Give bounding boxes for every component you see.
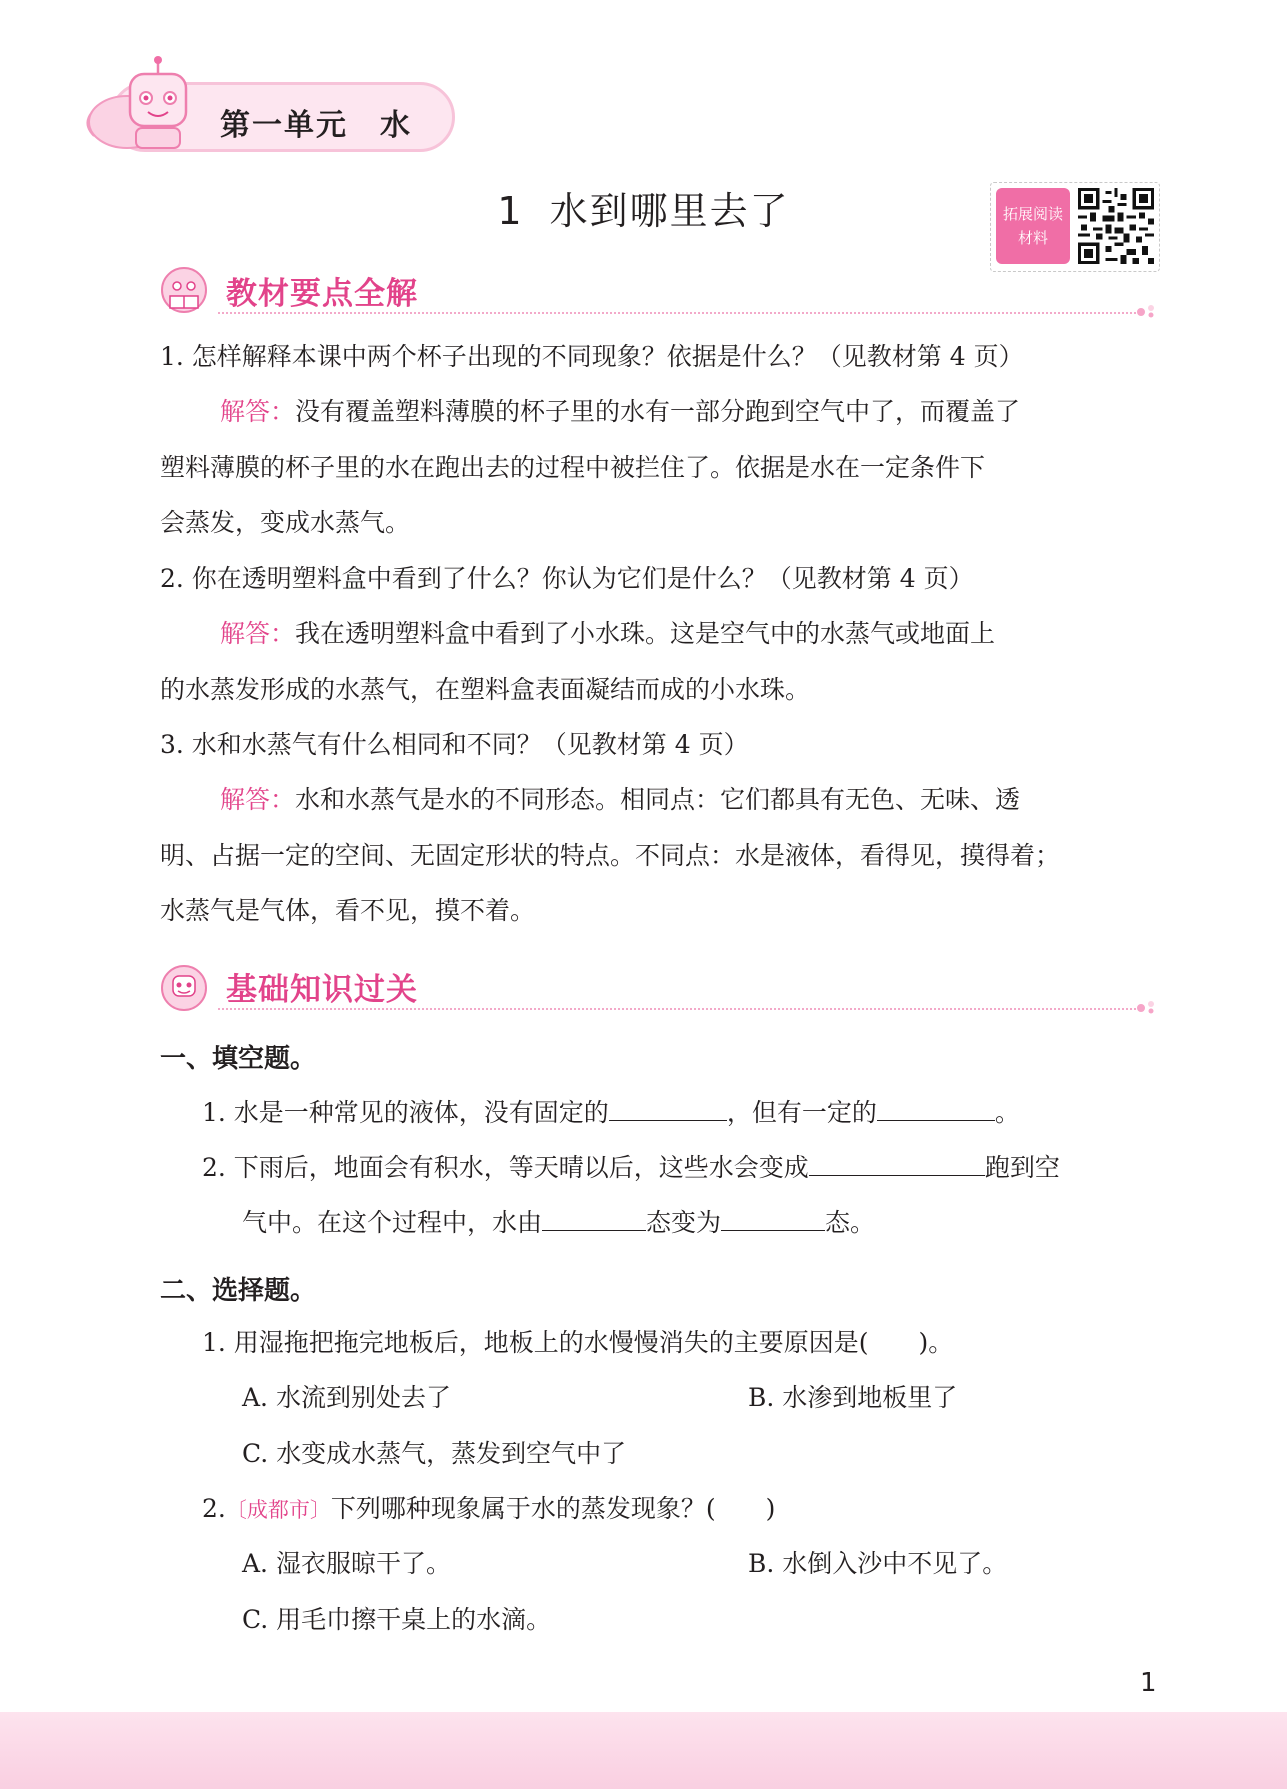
lesson-name: 水到哪里去了	[549, 189, 790, 233]
choice-q2-text: 下列哪种现象属于水的蒸发现象？( )	[330, 1494, 776, 1523]
fill-q2-text-c: 气中。在这个过程中，水由	[242, 1208, 543, 1237]
answer-3-line1	[220, 783, 1020, 817]
answer-blank[interactable]	[809, 1149, 985, 1176]
question-2: 2. 你在透明塑料盒中看到了什么？你认为它们是什么？（见教材第 4 页）	[160, 564, 974, 593]
section-divider	[218, 1008, 1144, 1010]
answer-1-line2: 塑料薄膜的杯子里的水在跑出去的过程中被拦住了。依据是水在一定条件下	[160, 453, 986, 482]
choice-2-option-a[interactable]: A. 湿衣服晾干了。	[242, 1549, 451, 1578]
choice-question-1: 1. 用湿拖把拖完地板后，地板上的水慢慢消失的主要原因是( )。	[202, 1328, 954, 1357]
question-1: 1. 怎样解释本课中两个杯子出现的不同现象？依据是什么？（见教材第 4 页）	[160, 342, 1024, 371]
fill-q1-text-a: 1. 水是一种常见的液体，没有固定的	[202, 1098, 609, 1127]
section-header-key-points	[158, 266, 1158, 318]
qr-code-icon[interactable]	[1078, 188, 1154, 264]
section-divider	[218, 312, 1144, 314]
fill-question-1	[202, 1094, 1020, 1130]
answer-3-line3: 水蒸气是气体，看不见，摸不着。	[160, 896, 536, 925]
answer-3-line2: 明、占据一定的空间、无固定形状的特点。不同点：水是液体，看得见，摸得着；	[160, 841, 1061, 870]
footer-band	[0, 1712, 1287, 1789]
mascot-face-icon	[158, 962, 210, 1012]
choice-1-option-c[interactable]: C. 水变成水蒸气，蒸发到空气中了	[242, 1439, 627, 1468]
extended-reading-button[interactable]	[996, 188, 1070, 264]
answer-text: 水和水蒸气是水的不同形态。相同点：它们都具有无色、无味、透	[295, 785, 1021, 814]
fill-heading: 一、填空题。	[160, 1044, 317, 1074]
choice-question-2	[202, 1492, 775, 1527]
choice-2-option-c[interactable]: C. 用毛巾擦干桌上的水滴。	[242, 1605, 552, 1634]
question-3: 3. 水和水蒸气有什么相同和不同？（见教材第 4 页）	[160, 730, 749, 759]
answer-2-line2: 的水蒸发形成的水蒸气，在塑料盒表面凝结而成的小水珠。	[160, 675, 811, 704]
choice-q2-number: 2.	[202, 1494, 226, 1523]
answer-label: 解答：	[220, 397, 296, 426]
section-header-basics	[158, 962, 1158, 1014]
choice-2-option-b[interactable]: B. 水倒入沙中不见了。	[748, 1549, 1008, 1578]
answer-text: 我在透明塑料盒中看到了小水珠。这是空气中的水蒸气或地面上	[295, 619, 996, 648]
qr-label-line1: 拓展阅读	[1002, 205, 1063, 223]
fill-q1-text-c: 。	[994, 1098, 1020, 1127]
robot-mascot-icon	[82, 52, 232, 162]
answer-blank[interactable]	[542, 1204, 646, 1231]
fill-q1-text-b: ，但有一定的	[726, 1098, 877, 1127]
fill-question-2-cont	[242, 1204, 875, 1240]
answer-blank[interactable]	[877, 1094, 995, 1121]
answer-2-line1	[220, 617, 995, 651]
fill-q2-text-b: 跑到空	[984, 1153, 1060, 1182]
answer-label: 解答：	[220, 785, 296, 814]
answer-1-line3: 会蒸发，变成水蒸气。	[160, 508, 411, 537]
fill-question-2	[202, 1149, 1060, 1185]
answer-blank[interactable]	[721, 1204, 825, 1231]
choice-heading: 二、选择题。	[160, 1276, 317, 1306]
page-number: 1	[1140, 1668, 1157, 1698]
answer-blank[interactable]	[609, 1094, 727, 1121]
choice-1-option-a[interactable]: A. 水流到别处去了	[242, 1383, 451, 1412]
answer-label: 解答：	[220, 619, 296, 648]
answer-text: 没有覆盖塑料薄膜的杯子里的水有一部分跑到空气中了，而覆盖了	[295, 397, 1021, 426]
qr-label-line2: 材料	[1017, 229, 1048, 247]
fill-q2-text-e: 态。	[825, 1208, 876, 1237]
fill-q2-text-a: 2. 下雨后，地面会有积水，等天晴以后，这些水会变成	[202, 1153, 809, 1182]
lesson-number: 1	[497, 189, 524, 233]
book-reader-icon	[158, 266, 210, 316]
region-tag: 〔成都市〕	[225, 1498, 331, 1522]
section-title: 教材要点全解	[226, 276, 418, 312]
decorative-dots-icon	[1136, 998, 1158, 1014]
decorative-dots-icon	[1136, 302, 1158, 318]
section-title: 基础知识过关	[226, 972, 418, 1008]
fill-q2-text-d: 态变为	[646, 1208, 722, 1237]
unit-title: 第一单元 水	[220, 108, 412, 143]
answer-1-line1	[220, 395, 1020, 429]
choice-1-option-b[interactable]: B. 水渗到地板里了	[748, 1383, 958, 1412]
